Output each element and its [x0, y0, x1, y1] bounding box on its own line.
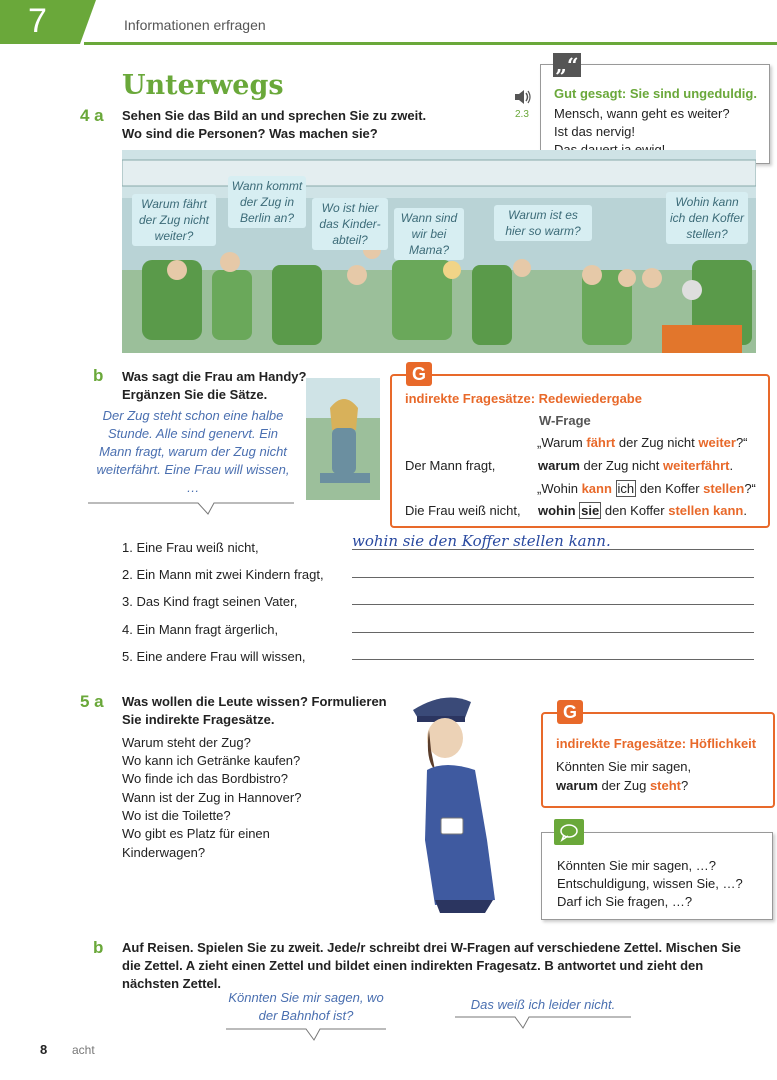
gut-gesagt-box: [540, 53, 770, 164]
g2-verb: steht: [649, 778, 681, 793]
woman-on-phone-illustration: [306, 378, 380, 500]
question-item: Wo kann ich Getränke kaufen?: [122, 753, 301, 768]
q2-subject: ich: [617, 481, 635, 496]
speech-bubble: Warum ist es hier so warm?: [494, 205, 592, 241]
audio-track-number: 2.3: [515, 109, 529, 120]
q1-end: ?“: [735, 435, 748, 450]
q1-pre: „Warum: [537, 435, 587, 450]
grammar-column-label: W-Frage: [539, 413, 591, 428]
answer-line[interactable]: [352, 560, 754, 578]
page-number: 8: [40, 1042, 48, 1057]
section-title: Informationen erfragen: [124, 17, 266, 33]
speech-bubble: Wo ist hier das Kinder-abteil?: [312, 198, 388, 250]
q1-mid: der Zug nicht: [615, 435, 699, 450]
question-item: Wann ist der Zug in Hannover?: [122, 790, 302, 805]
s2-subject: sie: [581, 503, 600, 518]
g2-mid: der Zug: [597, 778, 650, 793]
header-rule: [84, 42, 777, 45]
speech-a-pointer: [226, 1028, 386, 1047]
handwritten-answer: wohin sie den Koffer stellen kann.: [352, 532, 611, 550]
quote-icon: „“: [553, 53, 581, 77]
speech-b-pointer: [455, 1016, 635, 1035]
phone-speech-text: Der Zug steht schon eine halbe Stunde. Alle sind genervt. Ein Mann fragt, warum der Zug nicht weiterfährt. Eine Frau will wissen, …: [96, 408, 290, 495]
redemittel-line: Darf ich Sie fragen, …?: [557, 894, 693, 909]
exercise-5b-label: b: [93, 938, 104, 957]
g2-end: ?: [681, 778, 689, 793]
q2-infinitive: stellen: [703, 481, 745, 496]
question-item: Wo finde ich das Bordbistro?: [122, 771, 288, 786]
train-illustration: [122, 150, 756, 353]
speech-bubble: Wohin kann ich den Koffer stellen?: [666, 192, 748, 244]
answer-line[interactable]: [352, 642, 754, 660]
gut-gesagt-line: Mensch, wann geht es weiter?: [554, 106, 730, 121]
exercise-5b-instruction: Auf Reisen. Spielen Sie zu zweit. Jede/r schreibt drei W-Fragen auf verschiedene Zettel. Mischen Sie die Zettel. A zieht einen Zettel und bildet einen indirekten Fragesatz. B antwortet und zieht den nächsten Zettel.: [122, 940, 741, 991]
answer-line[interactable]: [352, 532, 754, 550]
g2-qword: warum: [556, 778, 598, 793]
redemittel-box: [541, 832, 773, 920]
grammar-question-1: [537, 434, 748, 452]
exercise-5a-label: 5 a: [80, 692, 104, 711]
page-number-word: acht: [72, 1043, 95, 1057]
question-item: Kinderwagen?: [122, 845, 206, 860]
question-item: Wo gibt es Platz für einen: [122, 826, 270, 841]
s2-verbs: stellen kann: [668, 503, 744, 518]
exercise-4b-instruction: Was sagt die Frau am Handy? Ergänzen Sie die Sätze.: [122, 369, 307, 402]
s1-end: .: [729, 458, 734, 473]
speech-bubble-icon: [554, 819, 584, 845]
grammar-box-reported-speech: [390, 364, 770, 528]
exercise-item: 3. Das Kind fragt seinen Vater,: [122, 594, 298, 609]
s2-mid: den Koffer: [601, 503, 669, 518]
speech-b: Das weiß ich leider nicht.: [470, 997, 616, 1012]
gut-gesagt-title: Gut gesagt: Sie sind ungeduldig.: [554, 86, 757, 101]
grammar-title: indirekte Fragesätze: Redewiedergabe: [405, 391, 642, 406]
exercise-4a-label: 4 a: [80, 106, 104, 125]
grammar-sentence-2-intro: Die Frau weiß nicht,: [405, 503, 521, 518]
chapter-number: 7: [28, 2, 47, 40]
s2-end: .: [743, 503, 747, 518]
exercise-4a-instruction: Sehen Sie das Bild an und sprechen Sie zu zweit. Wo sind die Personen? Was machen sie?: [122, 108, 427, 141]
q1-verb: fährt: [586, 435, 616, 450]
question-item: Warum steht der Zug?: [122, 735, 251, 750]
grammar-example-line: Könnten Sie mir sagen,: [556, 759, 692, 774]
question-item: Wo ist die Toilette?: [122, 808, 231, 823]
redemittel-line: Entschuldigung, wissen Sie, …?: [557, 876, 743, 891]
q2-mid: den Koffer: [636, 481, 704, 496]
grammar-badge: G: [406, 362, 432, 386]
s1-qword: warum: [538, 458, 580, 473]
s2-qword: wohin: [538, 503, 576, 518]
speech-a: Könnten Sie mir sagen, wo der Bahnhof ist?: [228, 990, 384, 1023]
speech-bubble: Wann sind wir bei Mama?: [394, 208, 464, 260]
exercise-item: 4. Ein Mann fragt ärgerlich,: [122, 622, 279, 637]
s1-mid: der Zug nicht: [579, 458, 664, 473]
grammar-sentence-1: [538, 457, 733, 475]
chapter-tab-shape: [0, 0, 96, 44]
grammar-box-politeness: [541, 702, 775, 808]
grammar-sentence-1-intro: Der Mann fragt,: [405, 458, 496, 473]
chapter-tab: [0, 0, 96, 44]
grammar-sentence-2: [538, 502, 747, 520]
exercise-4b-label: b: [93, 366, 104, 385]
speech-bubble: Warum fährt der Zug nicht weiter?: [132, 194, 216, 246]
answer-line[interactable]: [352, 587, 754, 605]
exercise-item: 1. Eine Frau weiß nicht,: [122, 540, 259, 555]
q2-end: ?“: [744, 481, 756, 496]
speech-pointer-line: [88, 502, 294, 521]
exercise-5a-instruction: Was wollen die Leute wissen? Formulieren Sie indirekte Fragesätze.: [122, 694, 387, 727]
grammar-badge: G: [557, 700, 583, 724]
grammar-title: indirekte Fragesätze: Höflichkeit: [556, 736, 757, 751]
exercise-item: 2. Ein Mann mit zwei Kindern fragt,: [122, 567, 324, 582]
answer-line[interactable]: [352, 615, 754, 633]
s1-verb: weiterfährt: [663, 458, 730, 473]
page-title: Unterwegs: [122, 70, 284, 101]
exercise-item: 5. Eine andere Frau will wissen,: [122, 649, 306, 664]
gut-gesagt-line: Ist das nervig!: [554, 124, 635, 139]
redemittel-line: Könnten Sie mir sagen, …?: [557, 858, 716, 873]
grammar-question-2: [537, 480, 756, 498]
conductor-illustration: [405, 690, 515, 915]
grammar-example-line: [556, 777, 688, 795]
speech-bubble: Wann kommt der Zug in Berlin an?: [228, 176, 306, 228]
audio-icon[interactable]: [514, 90, 532, 109]
q1-prefix: weiter: [698, 435, 736, 450]
q2-verb: kann: [581, 481, 612, 496]
q2-pre: „Wohin: [537, 481, 582, 496]
